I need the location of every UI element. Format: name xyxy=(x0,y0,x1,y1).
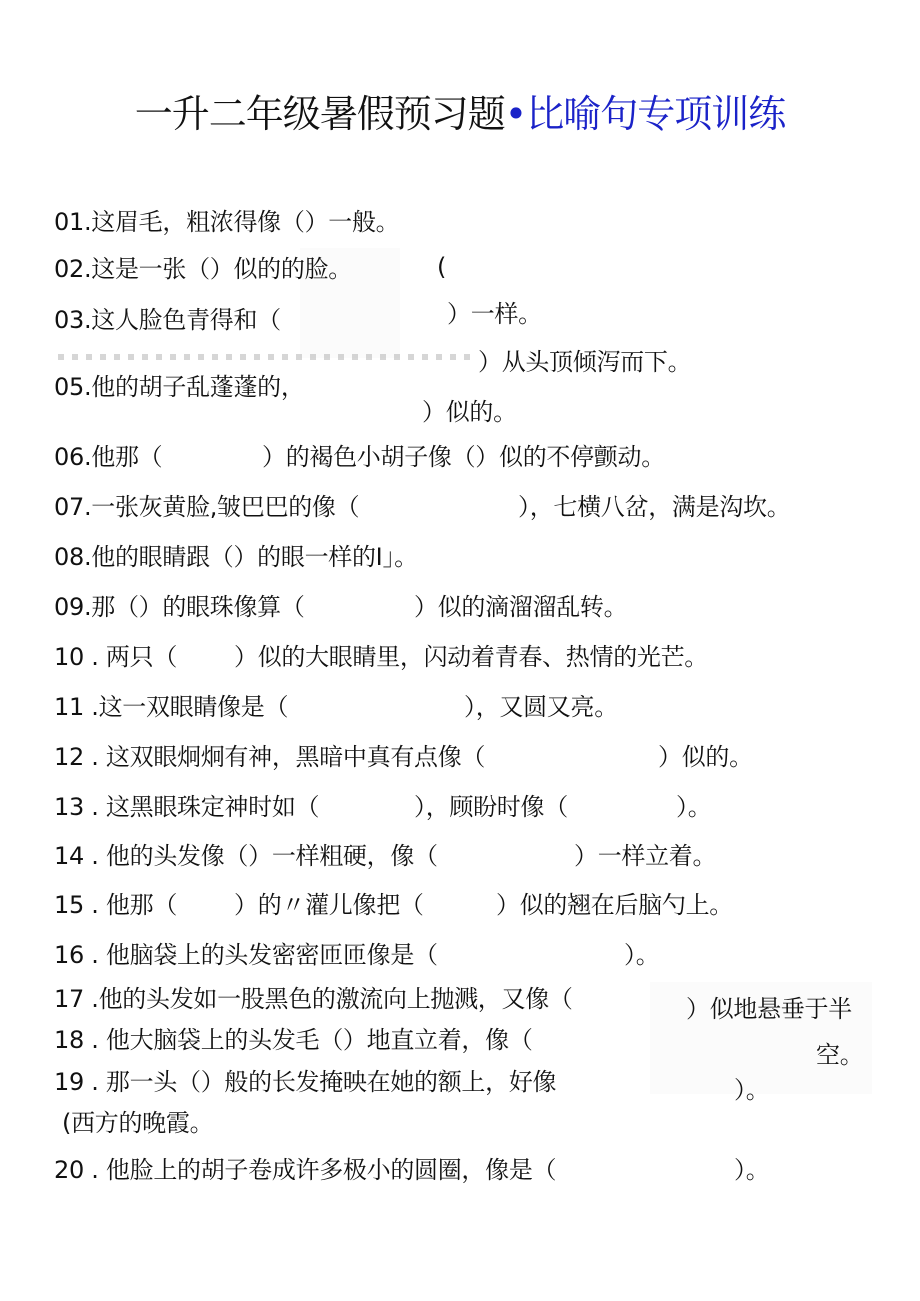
line-07: 07.一张灰黄脸,皱巴巴的像（ xyxy=(54,493,360,521)
line-04-end: ）从头顶倾泻而下。 xyxy=(478,348,692,376)
line-17-end: ）似地悬垂于半 xyxy=(686,995,852,1023)
line-17: 17 .他的头发如一股黑色的激流向上抛溅，又像（ xyxy=(54,985,573,1013)
line-10: 10 . 两只（ xyxy=(54,643,178,671)
obscured-line-04 xyxy=(58,354,478,360)
line-07-end: ），七横八岔，满是沟坎。 xyxy=(518,493,791,521)
line-13-end: ）。 xyxy=(676,793,712,821)
line-14-end: ）一样立着。 xyxy=(574,842,717,870)
line-02-fragment: ( xyxy=(437,253,447,281)
title-accent: •比喻句专项训练 xyxy=(504,92,786,136)
line-15-end: ）似的翘在后脑勺上。 xyxy=(496,891,733,919)
line-12: 12 . 这双眼炯炯有神，黑暗中真有点像（ xyxy=(54,743,486,771)
line-18: 18 . 他大脑袋上的头发毛（）地直立着，像（ xyxy=(54,1026,533,1054)
line-11: 11 .这一双眼睛像是（ xyxy=(54,693,289,721)
line-08: 08.他的眼睛跟（）的眼一样的I」。 xyxy=(54,543,418,571)
line-16-end: ）。 xyxy=(624,941,660,969)
line-19: 19 . 那一头（）般的长发掩映在她的额上，好像 xyxy=(54,1068,557,1096)
title-main: 一升二年级暑假预习题 xyxy=(134,92,505,136)
line-05: 05.他的胡子乱蓬蓬的， xyxy=(54,373,305,401)
line-02: 02.这是一张（）似的的脸。 xyxy=(54,255,352,283)
line-09: 09.那（）的眼珠像算（ xyxy=(54,593,305,621)
line-10-end: ）似的大眼睛里，闪动着青春、热情的光芒。 xyxy=(234,643,708,671)
line-01: 01.这眉毛，粗浓得像（）一般。 xyxy=(54,208,400,236)
line-12-end: ）似的。 xyxy=(658,743,753,771)
line-15: 15 . 他那（ xyxy=(54,891,178,919)
line-09-end: ）似的滴溜溜乱转。 xyxy=(414,593,628,621)
line-14: 14 . 他的头发像（）一样粗硬，像（ xyxy=(54,842,438,870)
line-20: 20 . 他脸上的胡子卷成许多极小的圆圈，像是（ xyxy=(54,1156,557,1184)
line-13: 13 . 这黑眼珠定神时如（ xyxy=(54,793,320,821)
line-03: 03.这人脸色青得和（ xyxy=(54,306,281,334)
line-15-mid: ）的〃灌儿像把（ xyxy=(234,891,424,919)
line-03-end: ）一样。 xyxy=(447,300,542,328)
line-17-wrap: 空。 xyxy=(816,1041,864,1069)
line-20-end: ）。 xyxy=(734,1156,770,1184)
line-05-end: ）似的。 xyxy=(422,398,517,426)
page-title xyxy=(0,86,920,142)
line-16: 16 . 他脑袋上的头发密密匝匝像是（ xyxy=(54,941,438,969)
line-11-end: ），又圆又亮。 xyxy=(464,693,618,721)
line-06-end: ）的褐色小胡子像（）似的不停颤动。 xyxy=(262,443,665,471)
line-19-wrap: (西方的晚霞。 xyxy=(62,1109,214,1137)
line-19-end: ）。 xyxy=(734,1076,770,1104)
line-06: 06.他那（ xyxy=(54,443,163,471)
line-13-mid: ），顾盼时像（ xyxy=(414,793,568,821)
